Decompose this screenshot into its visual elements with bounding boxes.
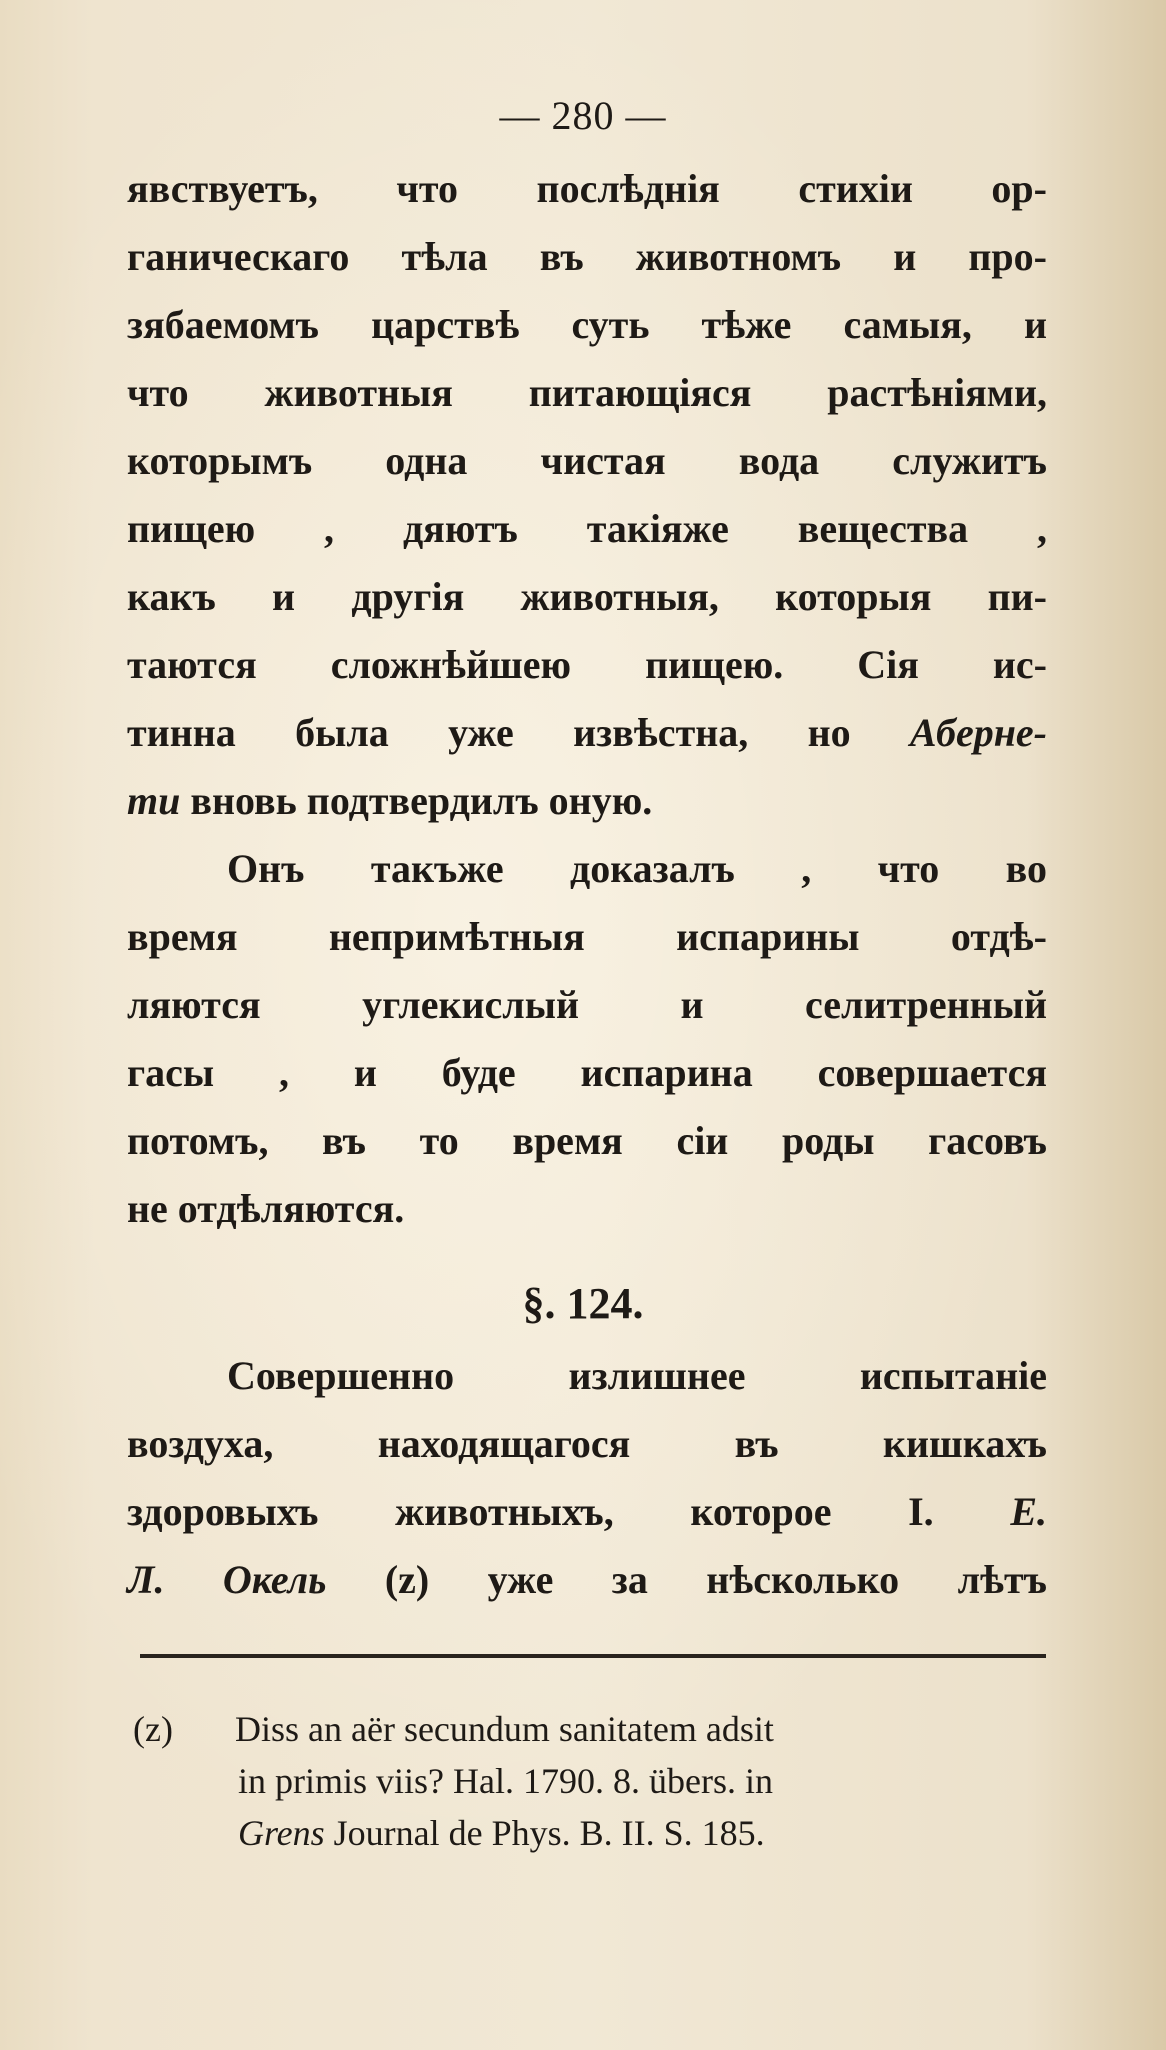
footnote: [133, 1703, 1053, 1859]
text-line: не отдѣляются.: [127, 1186, 405, 1231]
text-line: пищею , дяютъ такіяже вещества ,: [127, 506, 1047, 551]
text-line: гасы , и буде испарина совершается: [127, 1050, 1047, 1095]
footnote-text: Diss an aër secundum sanitatem adsit: [235, 1709, 774, 1749]
text-line: Совершенно излишнее испытаніе: [227, 1353, 1047, 1398]
text-line: зябаемомъ царствѣ суть тѣже самыя, и: [127, 302, 1047, 347]
text-line: [127, 1477, 1047, 1545]
text-line: ляются углекислый и селитренный: [127, 982, 1047, 1027]
text-line: таются сложнѣйшею пищею. Сія ис-: [127, 642, 1047, 687]
footnote-divider: [140, 1654, 1046, 1658]
footnote-marker: (z): [133, 1709, 173, 1749]
footnote-line: [133, 1703, 1053, 1755]
section-text-block: [127, 1341, 1047, 1613]
footnote-italic-name: Grens: [238, 1813, 325, 1853]
text-fragment: (z) уже за нѣсколько лѣтъ: [326, 1557, 1047, 1602]
initial-italic: Е.: [1010, 1489, 1047, 1534]
text-line: что животныя питающіяся растѣніями,: [127, 370, 1047, 415]
text-line: Онъ такъже доказалъ , что во: [227, 846, 1047, 891]
text-fragment: тинна была уже извѣстна, но: [127, 710, 910, 755]
text-line: ганическаго тѣла въ животномъ и про-: [127, 234, 1047, 279]
text-line: [127, 699, 1047, 767]
text-fragment: здоровыхъ животныхъ, которое І.: [127, 1489, 1011, 1534]
text-fragment: вновь подтвердилъ оную.: [180, 778, 653, 823]
author-name-italic: Л. Окель: [127, 1557, 327, 1602]
text-line: которымъ одна чистая вода служитъ: [127, 438, 1047, 483]
section-heading: §. 124.: [522, 1279, 644, 1328]
author-name-italic-end: ти: [127, 778, 181, 823]
text-line: какъ и другія животныя, которыя пи-: [127, 574, 1047, 619]
footnote-line: in primis viis? Hal. 1790. 8. übers. in: [238, 1761, 773, 1801]
text-line: явствуетъ, что послѣднія стихіи ор-: [127, 166, 1047, 211]
text-line: воздуха, находящагося въ кишкахъ: [127, 1421, 1047, 1466]
text-line: [127, 767, 1047, 835]
footnote-text: Journal de Phys. B. II. S. 185.: [324, 1813, 765, 1853]
main-text-block: [127, 155, 1047, 1243]
text-line: потомъ, въ то время сіи роды гасовъ: [127, 1118, 1047, 1163]
author-name-italic: Аберне-: [909, 710, 1047, 755]
page-number: — 280 —: [499, 93, 667, 138]
text-line: [127, 1545, 1047, 1613]
footnote-line: [133, 1807, 1053, 1859]
text-line: время непримѣтныя испарины отдѣ-: [127, 914, 1047, 959]
